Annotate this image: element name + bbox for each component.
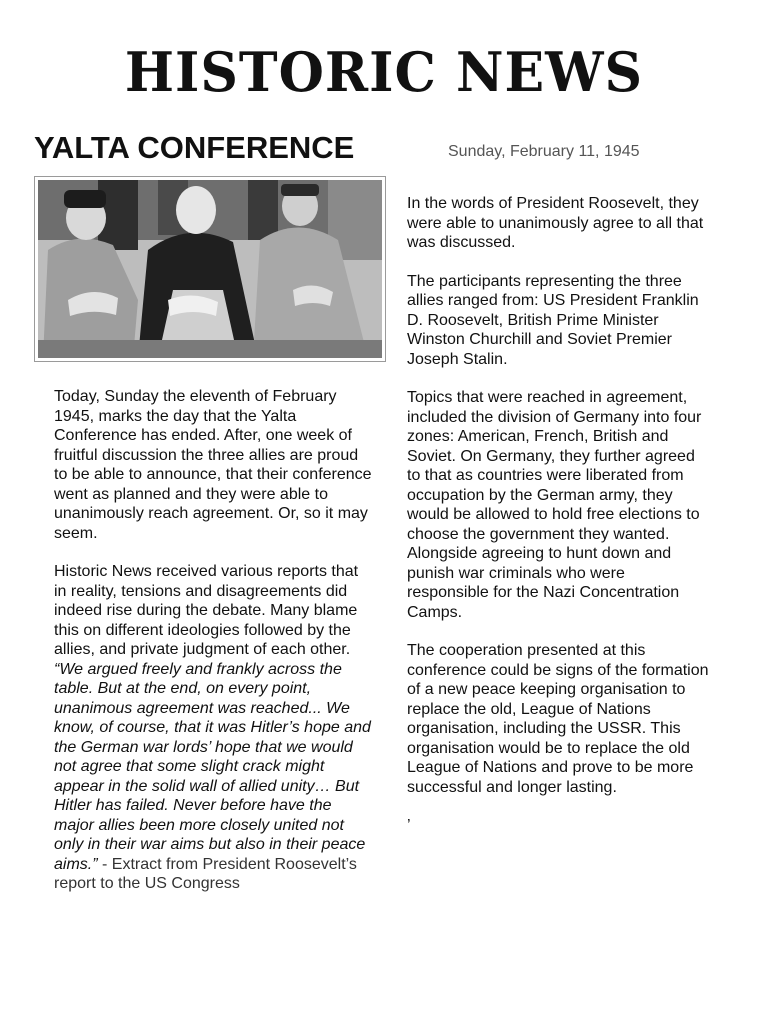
paragraph-text: Historic News received various reports that in reality, tensions and disagreements did indeed rise during the debate. Many blame this on different ideologies followed by the allies, and private judgment of each other.	[54, 563, 359, 658]
roosevelt-quote: “We argued freely and frankly across the table. But at the end, on every point, unanimous agreement was reached... We know, of course, that it was Hitler’s hope and the German war lords’ hope that we would not agree that some slight crack might appear in the solid wall of allied unity… But Hitler has failed. Never before have the major allies been more closely united not only in their war aims but also in their peace aims.”	[54, 660, 371, 873]
photo-three-leaders-seated	[38, 180, 382, 358]
paragraph: The cooperation presented at this conference could be signs of the formation of a new peace keeping organisation to replace the old, League of Nations organisation, including the USSR. This organisation would be to replace the old League of Nations and prove to be more successful and longer lasting.	[407, 642, 709, 796]
article-headline: YALTA CONFERENCE	[34, 130, 355, 165]
right-column	[407, 194, 711, 855]
paragraph: In the words of President Roosevelt, they were able to unanimously agree to all that was discussed.	[407, 195, 704, 251]
paragraph: Today, Sunday the eleventh of February 1945, marks the day that the Yalta Conference has ended. After, one week of fruitful discussion the three allies are proud to be able to announce, that their conference went as planned and they were able to unanimously reach agreement. Or, so it may seem.	[54, 388, 372, 542]
article-dateline: Sunday, February 11, 1945	[448, 143, 640, 160]
quote-attribution: - Extract from President Roosevelt’s report to the US Congress	[54, 855, 357, 892]
trailing-mark: ’	[407, 817, 411, 834]
paragraph	[54, 562, 372, 894]
paragraph: Topics that were reached in agreement, included the division of Germany into four zones: American, French, British and Soviet. On Germany, they further agreed to that as countries were liberated from occupation by the German army, they would be allowed to hold free elections to choose the government they wanted. Alongside agreeing to hunt down and punish war criminals who were responsible for the Nazi Concentration Camps.	[407, 389, 702, 621]
left-column	[54, 387, 372, 913]
masthead-title: HISTORIC NEWS	[124, 40, 644, 105]
paragraph: The participants representing the three allies ranged from: US President Franklin D. Roosevelt, British Prime Minister Winston Churchill and Soviet Premier Joseph Stalin.	[407, 272, 699, 368]
article-photo	[34, 176, 386, 362]
